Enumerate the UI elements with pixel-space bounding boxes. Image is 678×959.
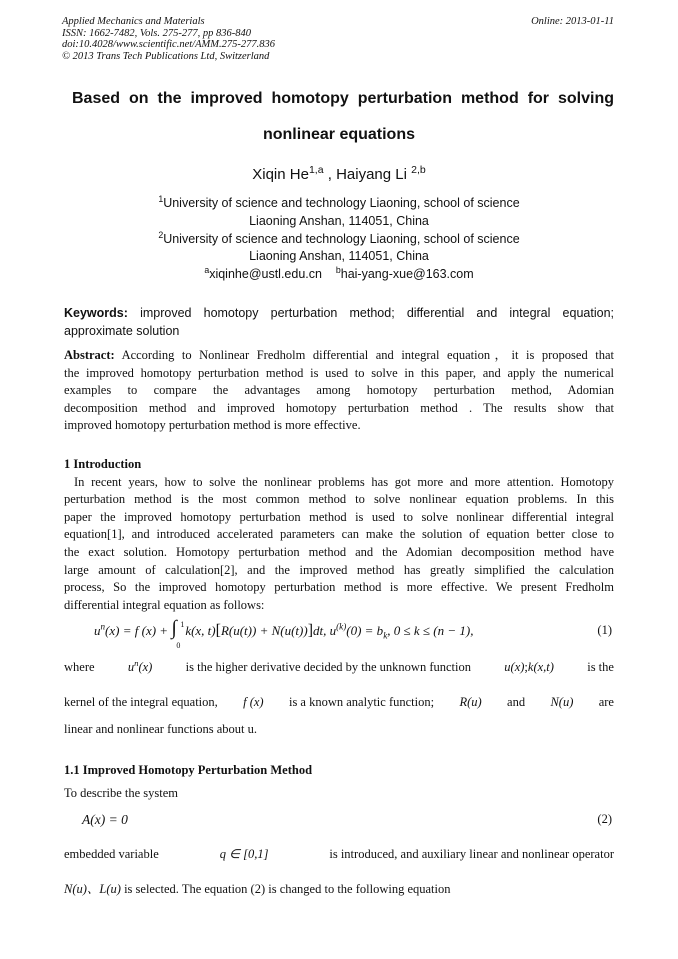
email-b: hai-yang-xue@163.com: [340, 267, 474, 282]
abstract-line-4: decomposition method and improved homotopy perturbation method . The results show that: [64, 400, 614, 415]
abstract-line-5: improved homotopy perturbation method is more effective.: [64, 418, 361, 433]
section-1-1-heading: 1.1 Improved Homotopy Perturbation Method: [64, 763, 313, 777]
where-line-3: linear and nonlinear functions about u.: [64, 722, 257, 736]
keywords-line-1: Keywords: improved homotopy perturbation method; differential and integral equation;: [64, 306, 614, 320]
email-line: [0, 266, 678, 284]
doi-line: doi:10.4028/www.scientific.net/AMM.275-277.836: [62, 39, 275, 50]
title-line-2: nonlinear equations: [262, 126, 415, 143]
keywords-line-2: approximate solution: [64, 323, 180, 338]
journal-name: Applied Mechanics and Materials: [62, 16, 205, 27]
abstract-line-2: the improved homotopy perturbation method is used to solve in this paper, and apply the numerical: [64, 365, 614, 380]
affiliation-2-line-1: $^2$University of science and technology Liaoning, school of science: [158, 229, 520, 246]
abstract-label: Abstract:: [64, 348, 115, 362]
affiliation-1-sup: 1: [158, 193, 164, 204]
equation-1-number: (1): [597, 623, 612, 637]
un-symbol: $u^n(x)$: [127, 657, 153, 674]
email-b-sup: b: [335, 265, 341, 276]
author-separator: ,: [323, 166, 337, 183]
affiliation-2-line-2: Liaoning Anshan, 114051, China: [249, 249, 429, 264]
integral-sign: ∫ 1 0: [171, 617, 185, 651]
intro-line-8: differential integral equation as follows:: [64, 597, 265, 612]
operator-symbols: N(u)、L(u): [64, 882, 121, 896]
affiliations: [0, 195, 678, 284]
intro-line-4: equation[1], and introduced accelerated parameters can make the solution of equation better close to: [64, 527, 614, 542]
email-a-sup: a: [204, 265, 210, 276]
affiliation-2-sup: 2: [158, 229, 164, 240]
intro-line-3: paper the improved homotopy perturbation method is used to solve nonlinear differential integral: [64, 509, 614, 524]
intro-line-7: process, So the improved homotopy perturbation method is more effective. We present Fredholm: [64, 580, 614, 595]
q-symbol: q ∈ [0,1]: [219, 847, 269, 861]
equation-2-number: (2): [597, 812, 612, 826]
email-a: xiqinhe@ustl.edu.cn: [209, 267, 322, 282]
issn-line: ISSN: 1662-7482, Vols. 275-277, pp 836-840: [62, 27, 251, 39]
equation-1: $u^n(x) = f$ (x) + ∫ 1 0 k(x, t)[R(u(t)) + N(u(t))]dt, $u^{(k)}(0) = b_k$, 0 ≤ k ≤ (n − 1),: [94, 617, 474, 651]
intro-line-6: large amount of calculation[2], and the improved method has greatly simplified the calculation: [64, 562, 614, 577]
where-line-1: where $u^n(x)$ is the higher derivative decided by the unknown function u(x);k(x,t) is the: [64, 657, 614, 674]
author-line: [0, 166, 678, 183]
where-line-2: kernel of the integral equation, f (x) is a known analytic function; R(u) and N(u) are: [64, 695, 614, 709]
embed-line: embedded variable q ∈ [0,1] is introduced, and auxiliary linear and nonlinear operator: [64, 847, 614, 861]
affiliation-1-line-2: Liaoning Anshan, 114051, China: [249, 213, 429, 228]
describe-line: To describe the system: [64, 786, 179, 800]
author-1-sup: 1,a: [308, 164, 324, 176]
introduction-heading: 1 Introduction: [64, 457, 142, 471]
introduction-section: [64, 456, 614, 614]
author-2-sup: 2,b: [411, 164, 426, 176]
author-2: Haiyang Li: [336, 166, 407, 183]
journal-header: [62, 16, 275, 62]
abstract-line-1: Abstract: According to Nonlinear Fredholm differential and integral equation，it is proposed that: [64, 348, 614, 362]
keywords-label: Keywords:: [64, 306, 128, 320]
intro-line-1: In recent years, how to solve the nonlinear problems has got more and more attention. Homotopy: [74, 474, 614, 489]
keywords-block: [64, 305, 614, 340]
abstract-block: [64, 347, 614, 435]
intro-line-2: perturbation method is the most common method to solve nonlinear equation problems. In this: [64, 492, 614, 507]
intro-line-5: the exact solution. Homotopy perturbation method and the Adomian decomposition method have: [64, 544, 614, 559]
copyright-line: © 2013 Trans Tech Publications Ltd, Switzerland: [62, 50, 270, 62]
operator-line: N(u)、L(u) is selected. The equation (2) is changed to the following equation: [64, 882, 451, 896]
title-line-1: Based on the improved homotopy perturbation method for solving: [72, 90, 614, 107]
author-1: Xiqin He: [252, 166, 309, 183]
online-date: Online: 2013-01-11: [531, 16, 614, 27]
abstract-line-3: examples to compare the advantages among homotopy perturbation method, Adomian: [64, 383, 614, 398]
affiliation-1-line-1: $^1$University of science and technology Liaoning, school of science: [158, 193, 520, 210]
ux-symbol: u(x);k(x,t): [504, 660, 554, 674]
equation-2: A(x) = 0: [82, 812, 128, 827]
